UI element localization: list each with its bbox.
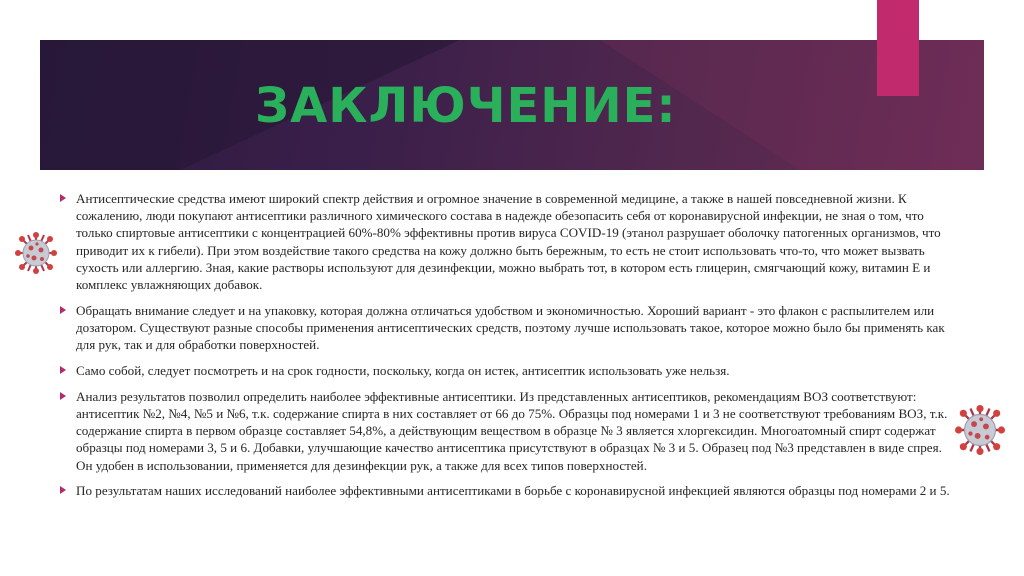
conclusion-list — [60, 190, 955, 508]
list-item-text: Само собой, следует посмотреть и на срок годности, поскольку, когда он истек, антисептик использовать уже нельзя. — [76, 363, 730, 379]
bullet-arrow-icon — [60, 306, 66, 314]
list-item — [60, 362, 955, 379]
slide-title: ЗАКЛЮЧЕНИЕ: — [255, 78, 677, 134]
virus-icon — [15, 232, 57, 274]
list-item — [60, 388, 955, 474]
list-item — [60, 482, 955, 499]
bullet-arrow-icon — [60, 366, 66, 374]
virus-icon — [955, 405, 1005, 455]
bullet-arrow-icon — [60, 194, 66, 202]
list-item-text: По результатам наших исследований наиболее эффективными антисептиками в борьбе с коронавирусной инфекцией являются образцы под номерами 2 и 5. — [76, 483, 950, 499]
list-item — [60, 190, 955, 293]
bullet-arrow-icon — [60, 392, 66, 400]
list-item-text: Обращать внимание следует и на упаковку, которая должна отличаться удобством и экономичностью. Хороший вариант - это флакон с распылителем или дозатором. Существуют разные способы применения антисептических средств, поэтому лучше использовать такое, которое можно было бы применять как для рук, так и для обработки поверхностей. — [76, 302, 945, 353]
list-item-text: Антисептические средства имеют широкий спектр действия и огромное значение в современной медицине, а также в нашей повседневной жизни. К сожалению, люди покупают антисептики различного химического состава в надежде обезопасить себя от коронавирусной инфекции, не зная о том, что только спиртовые антисептики с концентрацией 60%-80% эффективны против вируса COVID-19 (этанол разрушает оболочку патогенных организмов, что приводит их к гибели). При этом воздействие такого средства на кожу должно быть бережным, то есть не стоит использовать что-то, что может вызвать сухость или аллергию. Зная, какие растворы используют для дезинфекции, можно выбрать тот, в котором есть глицерин, смягчающий кожу, витамин Е и комплекс увлажняющих добавок. — [76, 191, 941, 293]
list-item-text: Анализ результатов позволил определить наиболее эффективные антисептики. Из представленных антисептиков, рекомендациям ВОЗ соответствуют: антисептик №2, №4, №5 и №6, т.к. содержание спирта в них составляет от 66 до 75%. Образцы под номерами 1 и 3 не соответствуют требованиям ВОЗ, т.к. содержание спирта в первом образце составляет 54,8%, а действующим веществом в образце № 3 является хлоргексидин. Многоатомный спирт содержат образцы под номерами 3, 5 и 6. Добавки, улучшающие качество антисептика присутствуют в образцах № 3 и 5. Образец под №3 представлен в виде спрея. Он удобен в использовании, применяется для дезинфекции рук, а также для всех типов поверхностей. — [76, 388, 948, 473]
bullet-arrow-icon — [60, 486, 66, 494]
accent-bar — [877, 0, 919, 96]
list-item — [60, 302, 955, 354]
